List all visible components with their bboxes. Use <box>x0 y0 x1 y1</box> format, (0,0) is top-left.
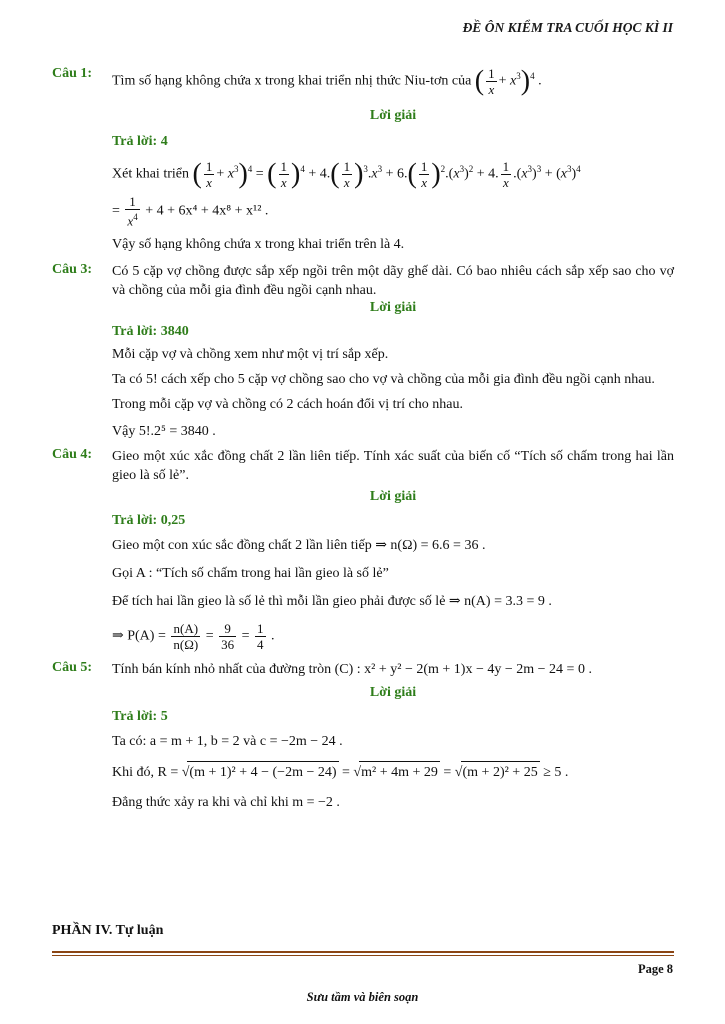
question-3 <box>52 262 674 300</box>
page-header-title: ĐỀ ÔN KIỂM TRA CUỐI HỌC KÌ II <box>462 20 673 35</box>
footer-divider-thin <box>52 955 674 956</box>
solution-line: Gieo một con xúc sắc đồng chất 2 lần liên tiếp ⇒ n(Ω) = 6.6 = 36 . <box>112 538 486 554</box>
question-1 <box>52 62 674 102</box>
question-text: Tính bán kính nhỏ nhất của đường tròn (C) : x² + y² − 2(m + 1)x − 4y − 2m − 24 = 0 . <box>112 662 592 678</box>
radius-line: Khi đó, R = √(m + 1)² + 4 − (−2m − 24) = √m² + 4m + 29 = √(m + 2)² + 25 ≥ 5 . <box>112 761 674 784</box>
fraction-denominator: 4 <box>257 637 264 653</box>
radius-suffix: ≥ 5 . <box>543 765 569 781</box>
answer-label: Trả lời: 3840 <box>112 324 189 340</box>
sqrt-expression: (m + 1)² + 4 − (−2m − 24) <box>187 761 338 784</box>
fraction-numerator: n(A) <box>171 621 200 637</box>
solution-heading: Lời giải <box>369 108 417 123</box>
fraction-numerator: 9 <box>219 621 236 637</box>
document-content <box>52 62 674 814</box>
probability-prefix: ⇒ P(A) = <box>112 628 166 644</box>
solution-line: Vậy 5!.2⁵ = 3840 . <box>112 424 216 440</box>
footer-text: Sưu tầm và biên soạn <box>306 990 419 1004</box>
solution-line: Đẳng thức xảy ra khi và chỉ khi m = −2 . <box>112 795 340 811</box>
solution-line: Gọi A : “Tích số chấm trong hai lần gieo là số lẻ” <box>112 566 389 582</box>
fraction-denominator: 36 <box>221 637 235 653</box>
solution-line: Để tích hai lần gieo là số lẻ thì mỗi lần gieo phải được số lẻ ⇒ n(A) = 3.3 = 9 . <box>112 594 552 610</box>
solution-line: Ta có 5! cách xếp cho 5 cặp vợ chồng sao cho vợ và chồng của mỗi gia đình đều ngồi cạnh nhau. <box>112 372 655 388</box>
answer-label: Trả lời: 5 <box>112 709 168 725</box>
answer-label: Trả lời: 0,25 <box>112 513 186 529</box>
sqrt-expression: m² + 4m + 29 <box>359 761 440 784</box>
expansion-prefix: Xét khai triển <box>112 166 189 182</box>
question-text: Tìm số hạng không chứa x trong khai triển nhị thức Niu-tơn của ( $\frac{1}{x}$ + $x^3)^4$ . <box>112 65 542 97</box>
question-label: Câu 1: <box>52 66 93 81</box>
expansion-line: Xét khai triển ( $\frac{1}{x}$ + $x^3)^4$ = ( $\frac{1}{x}$ )$^4$ + 4.( $\frac{1}{x}$ )$^3.x^3 + 6$.( $\frac{1}{x}$ )$^2.(x^3)^2 + 4$. $\frac{1}{x}$ $.(x^3)^3 + (x^3)^4$ <box>112 158 581 190</box>
sqrt-expression: (m + 2)² + 25 <box>461 761 540 784</box>
conclusion-line: Vậy số hạng không chứa x trong khai triển trên là 4. <box>112 237 405 253</box>
solution-line: Ta có: a = m + 1, b = 2 và c = −2m − 24 . <box>112 734 343 750</box>
question-text-body: Tìm số hạng không chứa x trong khai triển nhị thức Niu-tơn của <box>112 73 472 89</box>
expansion-result: = $\frac{1}{x^4}$ + 4 + 6x⁴ + 4x⁸ + x¹² . <box>112 193 269 229</box>
footer-divider <box>52 951 674 953</box>
page-number: Page 8 <box>637 962 673 976</box>
radius-prefix: Khi đó, R = <box>112 765 179 781</box>
solution-line: Trong mỗi cặp vợ và chồng có 2 cách hoán đổi vị trí cho nhau. <box>112 397 463 413</box>
fraction-denominator: n(Ω) <box>173 637 199 653</box>
question-text: Có 5 cặp vợ chồng được sắp xếp ngồi trên một dãy ghế dài. Có bao nhiêu cách sắp xếp sao cho vợ và chồng của mỗi gia đình đều ngồi cạnh nhau. <box>112 264 674 299</box>
fraction-numerator: 1 <box>257 621 264 637</box>
question-text: Gieo một xúc xắc đồng chất 2 lần liên tiếp. Tính xác suất của biến cố “Tích số chấm trong hai lần gieo là số lẻ”. <box>112 449 674 484</box>
question-label: Câu 4: <box>52 447 93 463</box>
expansion-result-text: + 4 + 6x⁴ + 4x⁸ + x¹² . <box>145 203 269 219</box>
solution-heading: Lời giải <box>369 489 417 505</box>
question-label: Câu 5: <box>52 660 93 676</box>
section-heading: PHẦN IV. Tự luận <box>52 923 164 938</box>
probability-line: ⇒ P(A) = $\frac{n(A)}{n(\Omega)}$ = $\frac{9}{36}$ = $\frac{1}{4}$ . <box>112 621 275 653</box>
question-label: Câu 3: <box>52 262 93 278</box>
answer-label: Trả lời: 4 <box>112 134 168 149</box>
question-4 <box>52 447 674 485</box>
solution-line: Mỗi cặp vợ và chồng xem như một vị trí sắp xếp. <box>112 347 389 363</box>
question-5 <box>52 660 674 679</box>
solution-heading: Lời giải <box>369 685 417 701</box>
solution-heading: Lời giải <box>369 300 417 316</box>
